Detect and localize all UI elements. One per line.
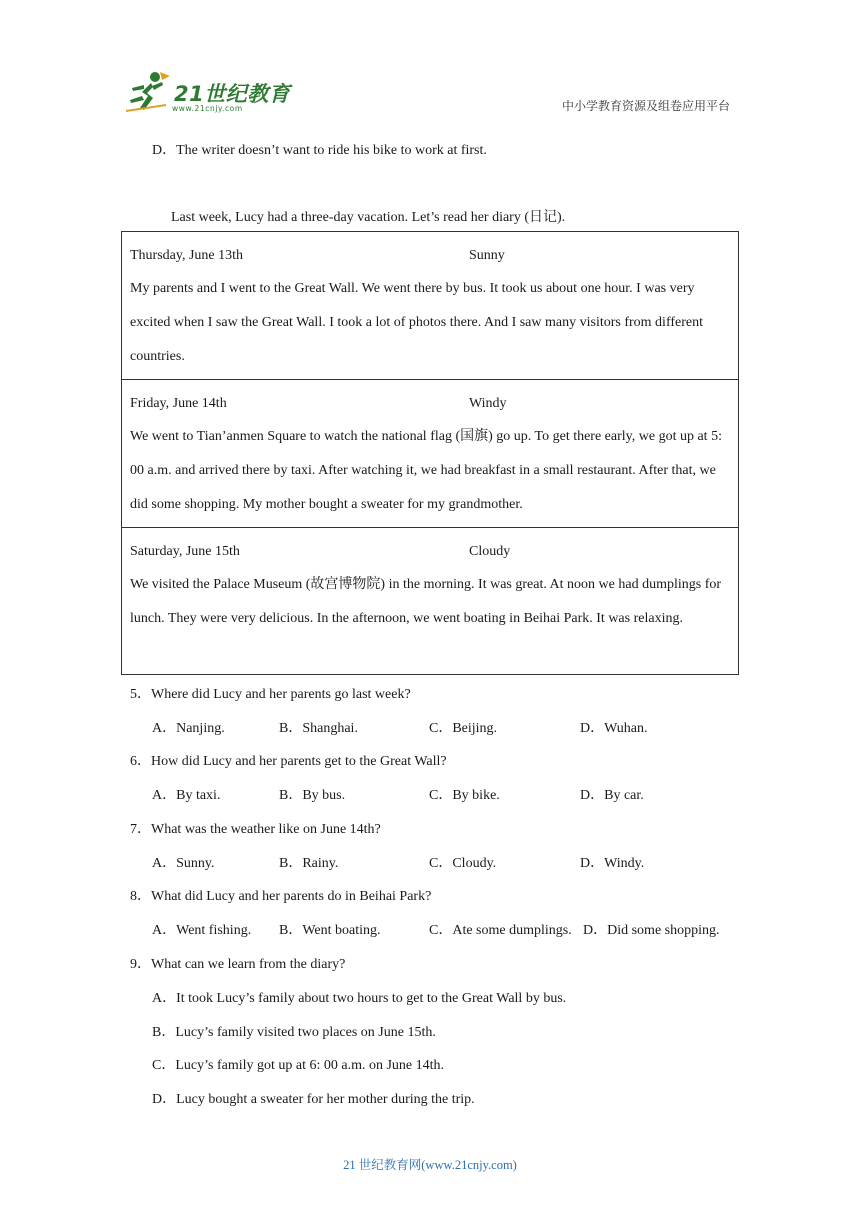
diary-entry (122, 528, 738, 674)
option-a: A．Sunny. (152, 856, 215, 871)
option-a: A．Nanjing. (152, 721, 225, 736)
option-b: B．Lucy’s family visited two places on June 15th. (152, 1025, 436, 1040)
option-c: C．By bike. (429, 788, 500, 803)
header-platform-text: 中小学教育资源及组卷应用平台 (561, 99, 730, 113)
option-c: C．Lucy’s family got up at 6: 00 a.m. on June 14th. (152, 1058, 445, 1073)
diary-table (121, 231, 739, 675)
option-b: B．By bus. (279, 788, 346, 803)
option-d: D．Windy. (580, 856, 645, 871)
diary-entry (122, 380, 738, 528)
logo-text: 21世纪教育 (174, 82, 291, 106)
option-b: B．Shanghai. (279, 721, 358, 736)
option-d: D．Did some shopping. (583, 923, 720, 938)
passage-intro: Last week, Lucy had a three-day vacation. Let’s read her diary (日记). (171, 210, 566, 225)
question-8: 8．What did Lucy and her parents do in Beihai Park? (130, 889, 432, 904)
option-b: B．Went boating. (279, 923, 381, 938)
diary-text: We visited the Palace Museum (故宫博物院) in the morning. It was great. At noon we had dumplings for lunch. They were very delicious. In the afternoon, we went boating in Beihai Park. It was relaxing. (130, 577, 722, 626)
option-c: C．Ate some dumplings. (429, 923, 572, 938)
diary-date: Thursday, June 13th (130, 248, 244, 263)
question-5: 5．Where did Lucy and her parents go last week? (130, 687, 411, 702)
option-c: C．Beijing. (429, 721, 498, 736)
option-c: C．Cloudy. (429, 856, 497, 871)
question-6: 6．How did Lucy and her parents get to the Great Wall? (130, 754, 447, 769)
runner-logo-icon (122, 70, 172, 114)
previous-option-d: D．The writer doesn’t want to ride his bike to work at first. (152, 143, 487, 158)
option-a: A．By taxi. (152, 788, 221, 803)
option-d: D．Lucy bought a sweater for her mother during the trip. (152, 1092, 475, 1107)
diary-date: Friday, June 14th (130, 396, 227, 411)
option-a: A．Went fishing. (152, 923, 252, 938)
question-9: 9．What can we learn from the diary? (130, 957, 346, 972)
option-b: B．Rainy. (279, 856, 339, 871)
option-d: D．By car. (580, 788, 644, 803)
option-d: D．Wuhan. (580, 721, 648, 736)
diary-text: My parents and I went to the Great Wall. We went there by bus. It took us about one hour. I was very excited when I saw the Great Wall. I took a lot of photos there. And I saw many visitors from different countries. (130, 281, 703, 364)
question-7: 7．What was the weather like on June 14th? (130, 822, 381, 837)
diary-date: Saturday, June 15th (130, 544, 240, 559)
diary-weather: Cloudy (469, 544, 511, 559)
site-logo (122, 70, 292, 116)
diary-weather: Sunny (469, 248, 505, 263)
footer-text: 21 世纪教育网(www.21cnjy.com) (343, 1158, 517, 1172)
diary-entry (122, 232, 738, 380)
diary-text: We went to Tian’anmen Square to watch the national flag (国旗) go up. To get there early, we got up at 5: 00 a.m. and arrived there by taxi. After watching it, we had breakfast in a small restaurant. After that, we did some shopping. My mother bought a sweater for my grandmother. (130, 429, 722, 512)
logo-url: www.21cnjy.com (172, 104, 243, 113)
option-a: A．It took Lucy’s family about two hours to get to the Great Wall by bus. (152, 991, 567, 1006)
diary-weather: Windy (469, 396, 507, 411)
